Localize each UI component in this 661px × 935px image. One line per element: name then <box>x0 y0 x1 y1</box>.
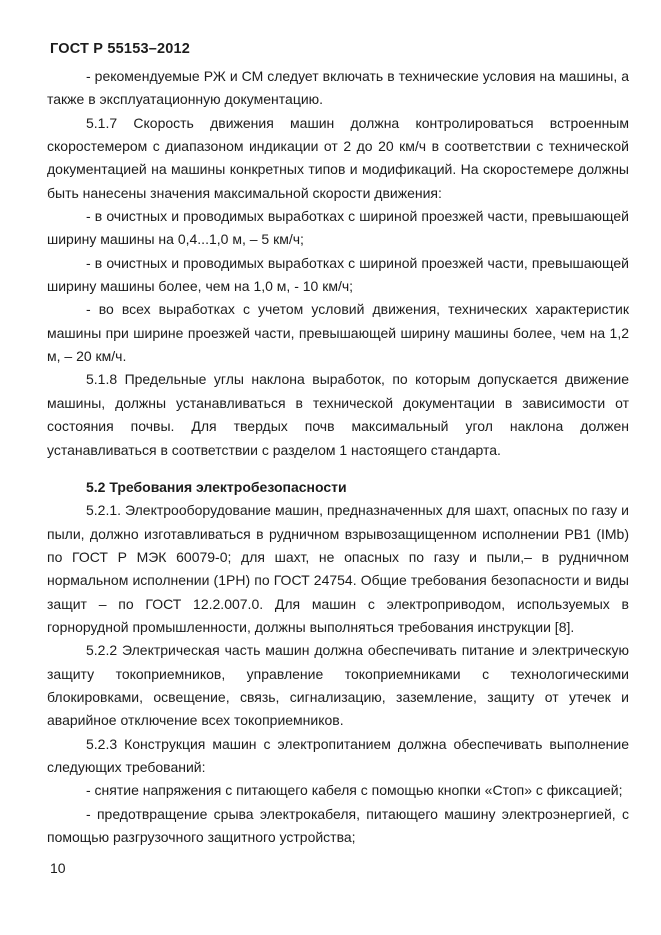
bullet-speed-10kmh: - в очистных и проводимых выработках с шириной проезжей части, превышающей ширину машины более, чем на 1,0 м, - 10 км/ч; <box>47 254 629 295</box>
paragraph-5-2-2: 5.2.2 Электрическая часть машин должна обеспечивать питание и электрическую защиту токоприемников, управление токоприемниками с технологическими блокировками, освещение, связь, сигнализацию, заземление, защиту от утечек и аварийное отключение всех токоприемников. <box>47 642 629 729</box>
paragraph-5-1-8: 5.1.8 Предельные углы наклона выработок, по которым допускается движение машины, должны устанавливаться в технической документации в зависимости от состояния почвы. Для твердых почв максимальный угол наклона должен устанавливаться в соответствии с разделом 1 настоящего стандарта. <box>47 371 629 458</box>
paragraph-5-2-1: 5.2.1. Электрооборудование машин, предназначенных для шахт, опасных по газу и пыли, должно изготавливаться в рудничном взрывозащищенном исполнении РВ1 (IMb) по ГОСТ Р МЭК 60079-0; для шахт, не опасных по газу и пыли,– в рудничном нормальном исполнении (1РН) по ГОСТ 24754. Общие требования безопасности и виды защит – по ГОСТ 12.2.007.0. Для машин с электроприводом, используемых в горнорудной промышленности, должны выполняться требования инструкции [8]. <box>47 502 629 635</box>
bullet-cable-protection: - предотвращение срыва электрокабеля, питающего машину электроэнергией, с помощью разгрузочного защитного устройства; <box>47 805 629 845</box>
paragraph-recommended-lubricants: - рекомендуемые РЖ и СМ следует включать в технические условия на машины, а также в эксплуатационную документацию. <box>47 68 629 108</box>
paragraph-5-2-3: 5.2.3 Конструкция машин с электропитанием должна обеспечивать выполнение следующих требований: <box>47 735 629 775</box>
document-header: ГОСТ Р 55153–2012 <box>50 41 191 57</box>
bullet-stop-button: - снятие напряжения с питающего кабеля с помощью кнопки «Стоп» с фиксацией; <box>86 782 623 799</box>
bullet-speed-5kmh: - в очистных и проводимых выработках с шириной проезжей части, превышающей ширину машины на 0,4...1,0 м, – 5 км/ч; <box>47 208 629 248</box>
bullet-speed-20kmh: - во всех выработках с учетом условий движения, технических характеристик машины при ширине проезжей части, превышающей ширину машины более, чем на 1,2 м, – 20 км/ч. <box>47 301 629 365</box>
page-number: 10 <box>50 860 66 876</box>
document-body <box>47 65 629 849</box>
paragraph-5-1-7: 5.1.7 Скорость движения машин должна контролироваться встроенным скоростемером с диапазоном индикации от 2 до 20 км/ч в соответствии с технической документацией на машины конкретных типов и модификаций. На скоростемере должны быть нанесены значения максимальной скорости движения: <box>47 114 629 201</box>
section-heading-5-2: 5.2 Требования электробезопасности <box>86 478 347 495</box>
